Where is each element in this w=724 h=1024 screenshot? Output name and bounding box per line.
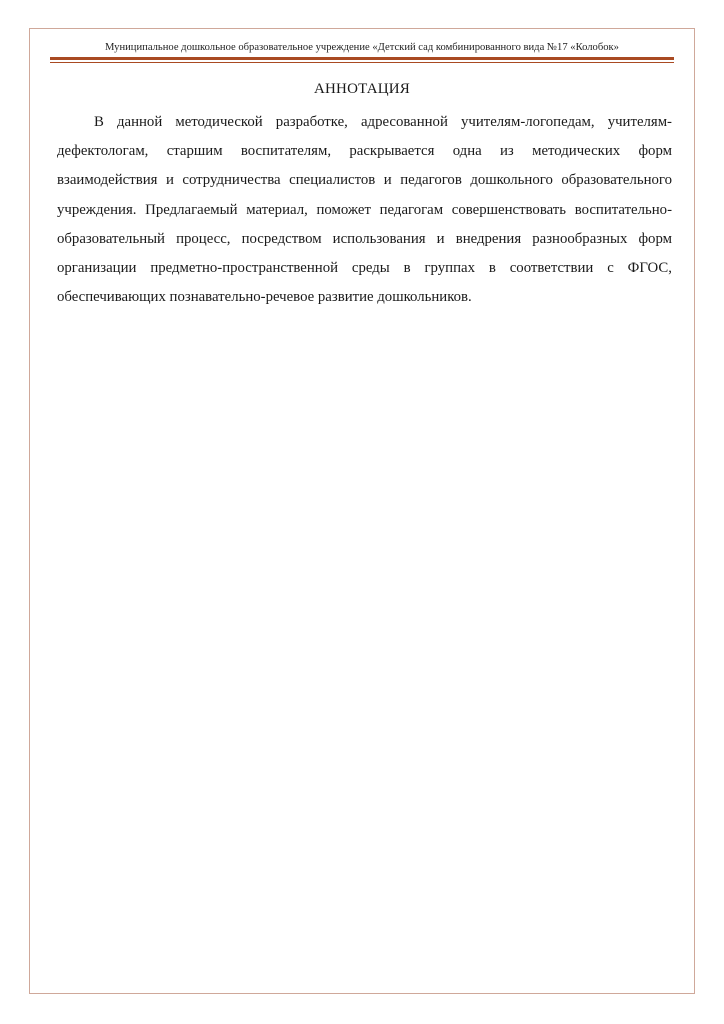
annotation-paragraph: В данной методической разработке, адресованной учителям-логопедам, учителям-дефектологам, старшим воспитателям, раскрывается одна из методических форм взаимодействия и сотрудничества специалистов и педагогов дошкольного образовательного учреждения. Предлагаемый материал, поможет педагогам совершенствовать воспитательно-образовательный процесс, посредством использования и внедрения разнообразных форм организации предметно-пространственной среды в группах в соответствии с ФГОС, обеспечивающих познавательно-речевое развитие дошкольников. xyxy=(57,114,672,306)
page-title: АННОТАЦИЯ xyxy=(313,81,411,97)
header-rule xyxy=(50,57,674,60)
header-rule-thin xyxy=(50,62,674,63)
page-header: Муниципальное дошкольное образовательное учреждение «Детский сад комбинированного вида №17 «Колобок» xyxy=(105,42,619,53)
